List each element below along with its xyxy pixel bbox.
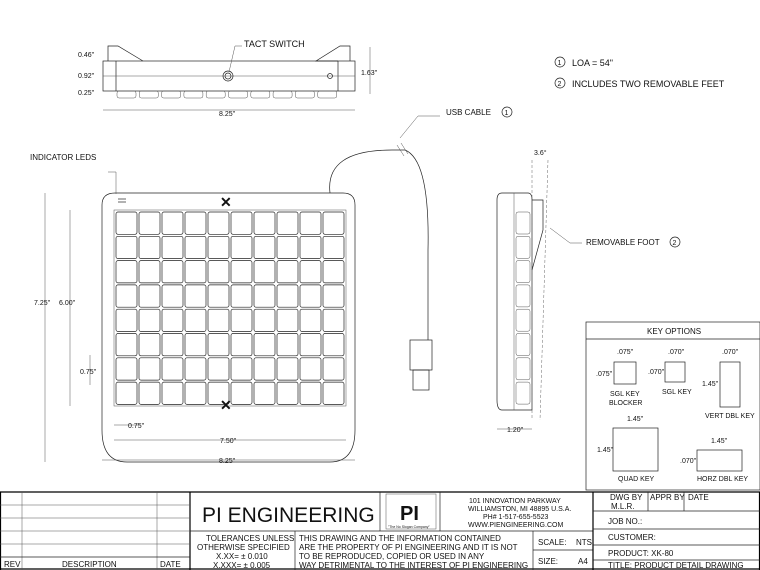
key (231, 309, 252, 331)
key (300, 382, 321, 404)
label: TITLE: PRODUCT DETAIL DRAWING (608, 561, 744, 570)
key-options-panel (586, 322, 760, 490)
key-side (516, 358, 530, 380)
label: HORZ DBL KEY (697, 476, 749, 483)
key (116, 285, 137, 307)
key (254, 285, 275, 307)
label: 0.92" (78, 73, 95, 80)
side-view (497, 149, 680, 434)
key (254, 212, 275, 234)
key (323, 358, 344, 380)
key (231, 236, 252, 258)
label: 1 (557, 60, 562, 67)
key-side (516, 236, 530, 258)
key (208, 309, 229, 331)
key (323, 212, 344, 234)
label: PH# 1-517-655-5523 (483, 514, 549, 521)
label: JOB NO.: (608, 517, 643, 526)
key (254, 358, 275, 380)
tact-switch-callout: TACT SWITCH (244, 39, 305, 49)
key (116, 334, 137, 356)
label: DWG BY (610, 493, 643, 502)
key (231, 285, 252, 307)
label: 1.20" (507, 427, 524, 434)
key (231, 212, 252, 234)
key (254, 309, 275, 331)
key-edge (229, 91, 248, 98)
key (162, 236, 183, 258)
label: PRODUCT: XK-80 (608, 549, 674, 558)
title-block (0, 492, 760, 570)
label: REV (4, 560, 21, 569)
label: PI (400, 503, 419, 525)
key (162, 382, 183, 404)
key (231, 358, 252, 380)
key (300, 261, 321, 283)
key (139, 382, 160, 404)
label: 1.45" (627, 416, 644, 423)
removable-foot-callout: REMOVABLE FOOT (586, 238, 660, 247)
key (323, 334, 344, 356)
key-side (516, 309, 530, 331)
key (162, 285, 183, 307)
key-edge (295, 91, 314, 98)
label: 3.6° (534, 150, 547, 157)
key (277, 309, 298, 331)
key (208, 334, 229, 356)
label: NTS (576, 538, 592, 547)
key (139, 285, 160, 307)
label: 6.00" (59, 300, 76, 307)
key (208, 236, 229, 258)
label: OTHERWISE SPECIFIED (197, 543, 290, 552)
x-logo-icon: ✕ (220, 397, 232, 413)
label: M.L.R. (611, 502, 635, 511)
label: SIZE: (538, 557, 559, 566)
label: X.XXX= ± 0.005 (213, 561, 271, 570)
label: .070" (680, 458, 697, 465)
key (185, 261, 206, 283)
label: 1 (504, 110, 509, 117)
key (208, 261, 229, 283)
key (185, 358, 206, 380)
key (162, 261, 183, 283)
label: 1.63" (361, 70, 378, 77)
key (254, 236, 275, 258)
usb-cable-callout: USB CABLE (446, 108, 491, 117)
label: QUAD KEY (618, 476, 655, 483)
key (323, 309, 344, 331)
indicator-leds-callout: INDICATOR LEDS (30, 153, 97, 162)
key (231, 334, 252, 356)
label: 1.45" (711, 438, 728, 445)
label: BLOCKER (609, 400, 643, 407)
label: DESCRIPTION (62, 560, 117, 569)
key (116, 212, 137, 234)
key (277, 236, 298, 258)
key (323, 285, 344, 307)
key-side (516, 334, 530, 356)
label: .070" (648, 369, 665, 376)
key (116, 382, 137, 404)
key (277, 334, 298, 356)
label: VERT DBL KEY (705, 413, 755, 420)
key-edge (162, 91, 181, 98)
key (116, 236, 137, 258)
label: SGL KEY (662, 389, 692, 396)
label: .075" (596, 371, 613, 378)
key (185, 236, 206, 258)
label: DATE (688, 493, 709, 502)
key-edge (139, 91, 158, 98)
label: WAY DETRIMENTAL TO THE INTEREST OF PI ENGINEERING (299, 561, 529, 570)
note-1: LOA = 54" (572, 58, 613, 68)
label: ARE THE PROPERTY OF PI ENGINEERING AND IT IS NOT (299, 543, 518, 552)
label: THIS DRAWING AND THE INFORMATION CONTAINED (299, 534, 501, 543)
notes (555, 57, 725, 89)
label: 0.75" (128, 423, 145, 430)
key-edge (184, 91, 203, 98)
key (162, 334, 183, 356)
key (277, 382, 298, 404)
key (300, 334, 321, 356)
key (300, 309, 321, 331)
key (116, 309, 137, 331)
key (208, 212, 229, 234)
label: TO BE REPRODUCED, COPIED OR USED IN ANY (299, 552, 485, 561)
key (185, 334, 206, 356)
key (139, 236, 160, 258)
label: 2 (672, 240, 677, 247)
key (208, 285, 229, 307)
key-side (516, 382, 530, 404)
label: 7.25" (34, 300, 51, 307)
key-side (516, 285, 530, 307)
key-side (516, 261, 530, 283)
label: CUSTOMER: (608, 533, 656, 542)
note-2: INCLUDES TWO REMOVABLE FEET (572, 79, 725, 89)
key (277, 285, 298, 307)
x-logo-icon: ✕ (220, 194, 232, 210)
label: 0.25" (78, 90, 95, 97)
label: 8.25" (219, 111, 236, 118)
key-edge (318, 91, 337, 98)
key (300, 285, 321, 307)
key (277, 212, 298, 234)
label: SGL KEY (610, 391, 640, 398)
key (162, 358, 183, 380)
label: APPR BY (650, 493, 685, 502)
label: X.XX= ± 0.010 (216, 552, 268, 561)
key (116, 358, 137, 380)
key (323, 236, 344, 258)
label: 2 (557, 81, 562, 88)
label: 0.46" (78, 52, 95, 59)
company-name: PI ENGINEERING (202, 504, 375, 527)
label: 0.75" (80, 369, 97, 376)
key (185, 309, 206, 331)
key (231, 261, 252, 283)
key (139, 334, 160, 356)
label: WWW.PIENGINEERING.COM (468, 522, 564, 529)
key (300, 236, 321, 258)
key-side (516, 212, 530, 234)
key (162, 309, 183, 331)
key (162, 212, 183, 234)
label: 1.45" (702, 381, 719, 388)
top-view (78, 39, 378, 118)
key-edge (273, 91, 292, 98)
label: 1.45" (597, 447, 614, 454)
key (139, 309, 160, 331)
key (139, 358, 160, 380)
label: TOLERANCES UNLESS (206, 534, 295, 543)
key (185, 382, 206, 404)
label: SCALE: (538, 538, 567, 547)
key-edge (251, 91, 270, 98)
key-edge (206, 91, 225, 98)
label: 7.50" (220, 438, 237, 445)
label: 101 INNOVATION PARKWAY (469, 498, 561, 505)
label: A4 (578, 557, 588, 566)
label: .070" (668, 349, 685, 356)
key (300, 358, 321, 380)
key (323, 382, 344, 404)
key (323, 261, 344, 283)
key (139, 261, 160, 283)
label: "The No Slogan Company" (388, 525, 430, 529)
front-view (30, 107, 512, 465)
key (254, 334, 275, 356)
key (208, 358, 229, 380)
label: DATE (160, 560, 181, 569)
key (185, 212, 206, 234)
key (116, 261, 137, 283)
key (300, 212, 321, 234)
label: WILLIAMSTON, MI 48895 U.S.A. (468, 506, 572, 513)
key (139, 212, 160, 234)
key (277, 358, 298, 380)
key (231, 382, 252, 404)
label: .075" (617, 349, 634, 356)
label: 8.25" (219, 458, 236, 465)
key (254, 261, 275, 283)
key (254, 382, 275, 404)
label: KEY OPTIONS (647, 327, 702, 336)
key (185, 285, 206, 307)
label: .070" (722, 349, 739, 356)
key (277, 261, 298, 283)
key-edge (117, 91, 136, 98)
